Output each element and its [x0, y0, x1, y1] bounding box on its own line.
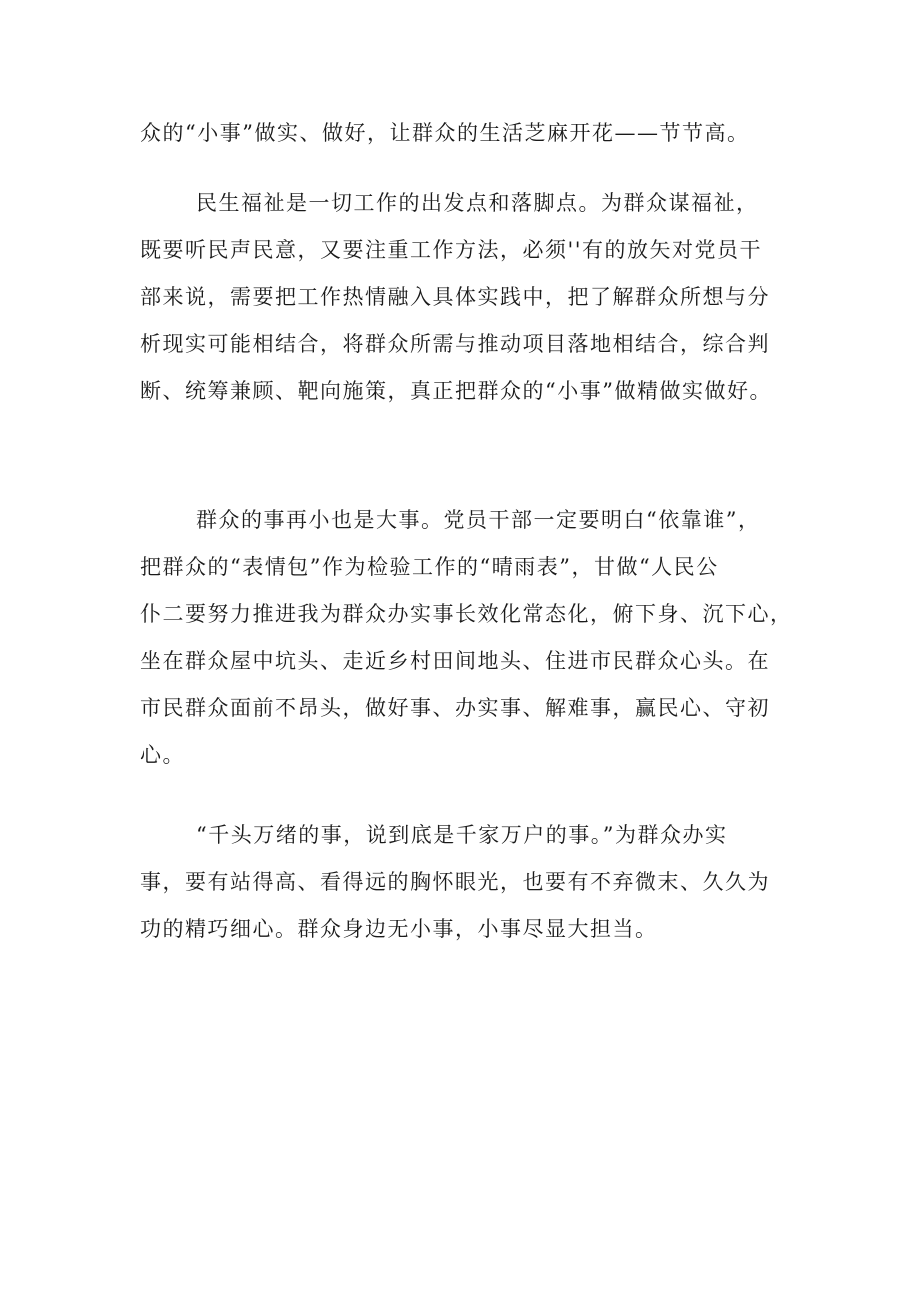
- paragraph-conclusion: [140, 812, 800, 953]
- text-line: 事，要有站得高、看得远的胸怀眼光，也要有不弃微末、久久为: [140, 870, 770, 894]
- text-line: 群众的事再小也是大事。党员干部一定要明白“依靠谁”，: [196, 508, 761, 532]
- text-line: 市民群众面前不昂头，做好事、办实事、解难事，赢民心、守初: [140, 696, 770, 720]
- text-line: 既要听民声民意，又要注重工作方法，必须''有的放矢对党员干: [140, 238, 763, 262]
- text-line: 民生福祉是一切工作的出发点和落脚点。为群众谋福祉，: [196, 191, 759, 215]
- text-line: 析现实可能相结合，将群众所需与推动项目落地相结合，综合判: [140, 332, 770, 356]
- text-line: 断、统筹兼顾、靶向施策，真正把群众的“小事”做精做实做好。: [140, 379, 772, 403]
- text-line: 仆二要努力推进我为群众办实事长效化常态化，俯下身、沉下心，: [140, 602, 793, 626]
- paragraph-masses-matters: [140, 497, 800, 779]
- text-line: “千头万绪的事，说到底是千家万户的事。”为群众办实: [196, 823, 728, 847]
- text-line: 把群众的“表情包”作为检验工作的“晴雨表”，甘做“人民公: [140, 555, 719, 579]
- text-line: 坐在群众屋中坑头、走近乡村田间地头、住进市民群众心头。在: [140, 649, 770, 673]
- text-line: 众的“小事”做实、做好，让群众的生活芝麻开花——节节高。: [140, 121, 750, 145]
- text-line: 心。: [140, 743, 185, 767]
- paragraph-continuation: [140, 110, 800, 157]
- text-line: 部来说，需要把工作热情融入具体实践中，把了解群众所想与分: [140, 285, 770, 309]
- paragraph-livelihood: [140, 180, 800, 415]
- text-line: 功的精巧细心。群众身边无小事，小事尽显大担当。: [140, 917, 658, 941]
